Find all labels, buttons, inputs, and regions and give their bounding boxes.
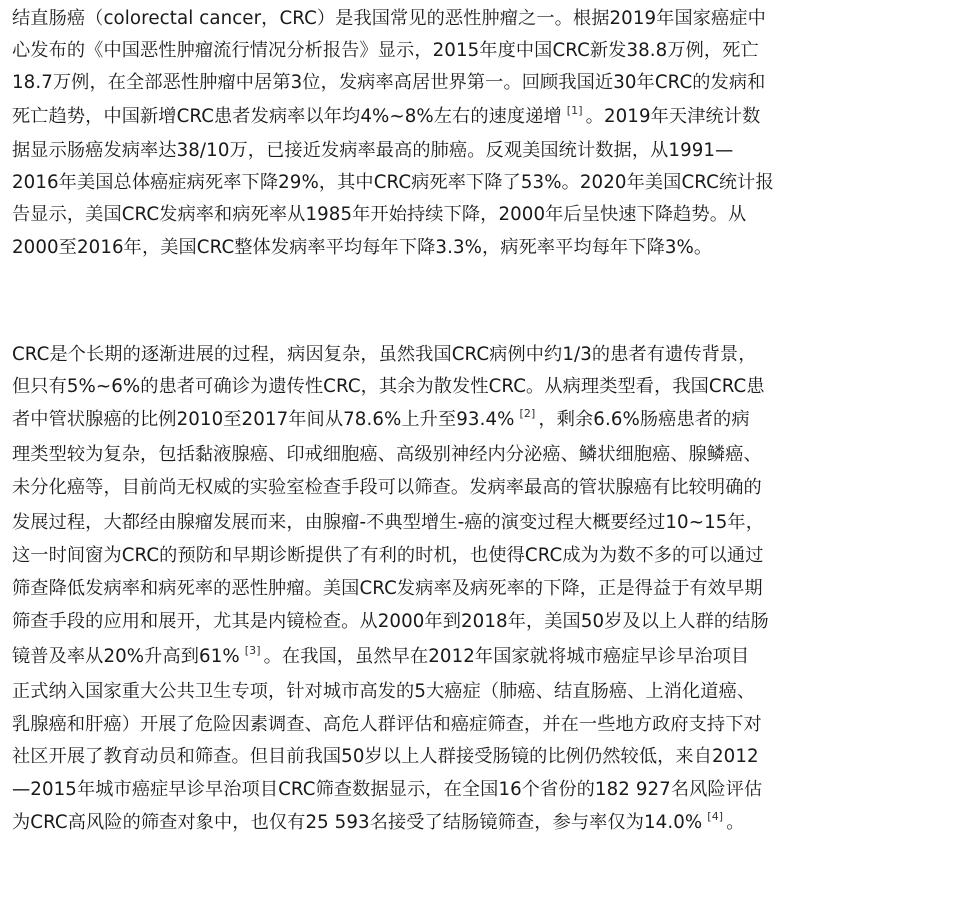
text-segment: ，剩余6.6%肠癌患者的病 xyxy=(538,409,750,430)
text-line xyxy=(12,7,766,31)
text-line xyxy=(12,476,762,500)
text-segment: 发展过程，大都经由腺瘤发展而来，由腺瘤-不典型增生-癌的演变过程大概要经过10~15年， xyxy=(12,512,764,533)
text-line xyxy=(12,105,760,129)
text-segment: —2015年城市癌症早诊早治项目CRC筛查数据显示，在全国16个省份的182 927名风险评估 xyxy=(12,779,763,800)
text-line xyxy=(12,511,764,535)
text-line xyxy=(12,680,755,704)
text-segment: 筛查降低发病率和病死率的恶性肿瘤。美国CRC发病率及病死率的下降，正是得益于有效早期 xyxy=(12,578,763,599)
text-segment: 2016年美国总体癌症病死率下降29%，其中CRC病死率下降了53%。2020年美国CRC统计报 xyxy=(12,172,774,193)
text-line xyxy=(12,375,765,399)
text-segment: 告显示，美国CRC发病率和病死率从1985年开始持续下降，2000年后呈快速下降趋势。从 xyxy=(12,204,747,225)
text-line xyxy=(12,811,744,835)
text-segment: 。 xyxy=(726,812,745,833)
text-segment: 为CRC高风险的筛查对象中，也仅有25 593名接受了结肠镜筛查，参与率仅为14.0% xyxy=(12,812,703,833)
citation-ref[interactable]: [3] xyxy=(244,644,261,657)
text-segment: 正式纳入国家重大公共卫生专项，针对城市高发的5大癌症（肺癌、结直肠癌、上消化道癌、 xyxy=(12,681,756,702)
text-line xyxy=(12,577,763,601)
text-line xyxy=(12,408,750,432)
text-line xyxy=(12,343,757,367)
text-line xyxy=(12,610,769,634)
text-segment: 死亡趋势，中国新增CRC患者发病率以年均4%~8%左右的速度递增 xyxy=(12,106,562,127)
text-line xyxy=(12,171,774,195)
text-line xyxy=(12,203,746,227)
text-segment: 据显示肠癌发病率达38/10万，已接近发病率最高的肺癌。反观美国统计数据，从1991— xyxy=(12,140,734,161)
text-line xyxy=(12,713,762,737)
text-line xyxy=(12,71,765,95)
text-segment: 这一时间窗为CRC的预防和早期诊断提供了有利的时机，也使得CRC成为为数不多的可以通过 xyxy=(12,545,764,566)
citation-ref[interactable]: [1] xyxy=(566,104,583,117)
text-segment: 筛查手段的应用和展开，尤其是内镜检查。从2000年到2018年，美国50岁及以上人群的结肠 xyxy=(12,611,769,632)
text-segment: 18.7万例，在全部恶性肿瘤中居第3位，发病率高居世界第一。回顾我国近30年CRC的发病和 xyxy=(12,72,766,93)
text-segment: 2000至2016年，美国CRC整体发病率平均每年下降3.3%，病死率平均每年下降3%。 xyxy=(12,237,713,258)
text-segment: 理类型较为复杂，包括黏液腺癌、印戒细胞癌、高级别神经内分泌癌、鳞状细胞癌、腺鳞癌、 xyxy=(12,444,762,465)
text-segment: 社区开展了教育动员和筛查。但目前我国50岁以上人群接受肠镜的比例仍然较低，来自2012 xyxy=(12,746,759,767)
text-segment: 者中管状腺癌的比例2010至2017年间从78.6%上升至93.4% xyxy=(12,409,515,430)
text-segment: CRC是个长期的逐渐进展的过程，病因复杂，虽然我国CRC病例中约1/3的患者有遗传背景， xyxy=(12,344,757,365)
text-line xyxy=(12,443,762,467)
text-line xyxy=(12,645,749,669)
text-segment: 乳腺癌和肝癌）开展了危险因素调查、高危人群评估和癌症筛查，并在一些地方政府支持下对 xyxy=(12,714,762,735)
text-segment: 结直肠癌（colorectal cancer，CRC）是我国常见的恶性肿瘤之一。根据2019年国家癌症中 xyxy=(12,8,766,29)
text-line xyxy=(12,544,764,568)
citation-ref[interactable]: [4] xyxy=(707,810,724,823)
text-line xyxy=(12,778,762,802)
text-segment: 镜普及率从20%升高到61% xyxy=(12,646,240,667)
text-line xyxy=(12,39,759,63)
text-segment: 。2019年天津统计数 xyxy=(585,106,761,127)
text-segment: 但只有5%~6%的患者可确诊为遗传性CRC，其余为散发性CRC。从病理类型看，我国CRC患 xyxy=(12,376,765,397)
text-segment: 未分化癌等，目前尚无权威的实验室检查手段可以筛查。发病率最高的管状腺癌有比较明确的 xyxy=(12,477,762,498)
citation-ref[interactable]: [2] xyxy=(519,407,536,420)
text-line xyxy=(12,745,759,769)
text-line xyxy=(12,139,733,163)
text-line xyxy=(12,236,712,260)
text-segment: 心发布的《中国恶性肿瘤流行情况分析报告》显示，2015年度中国CRC新发38.8万例，死亡 xyxy=(12,40,759,61)
text-segment: 。在我国，虽然早在2012年国家就将城市癌症早诊早治项目 xyxy=(263,646,750,667)
